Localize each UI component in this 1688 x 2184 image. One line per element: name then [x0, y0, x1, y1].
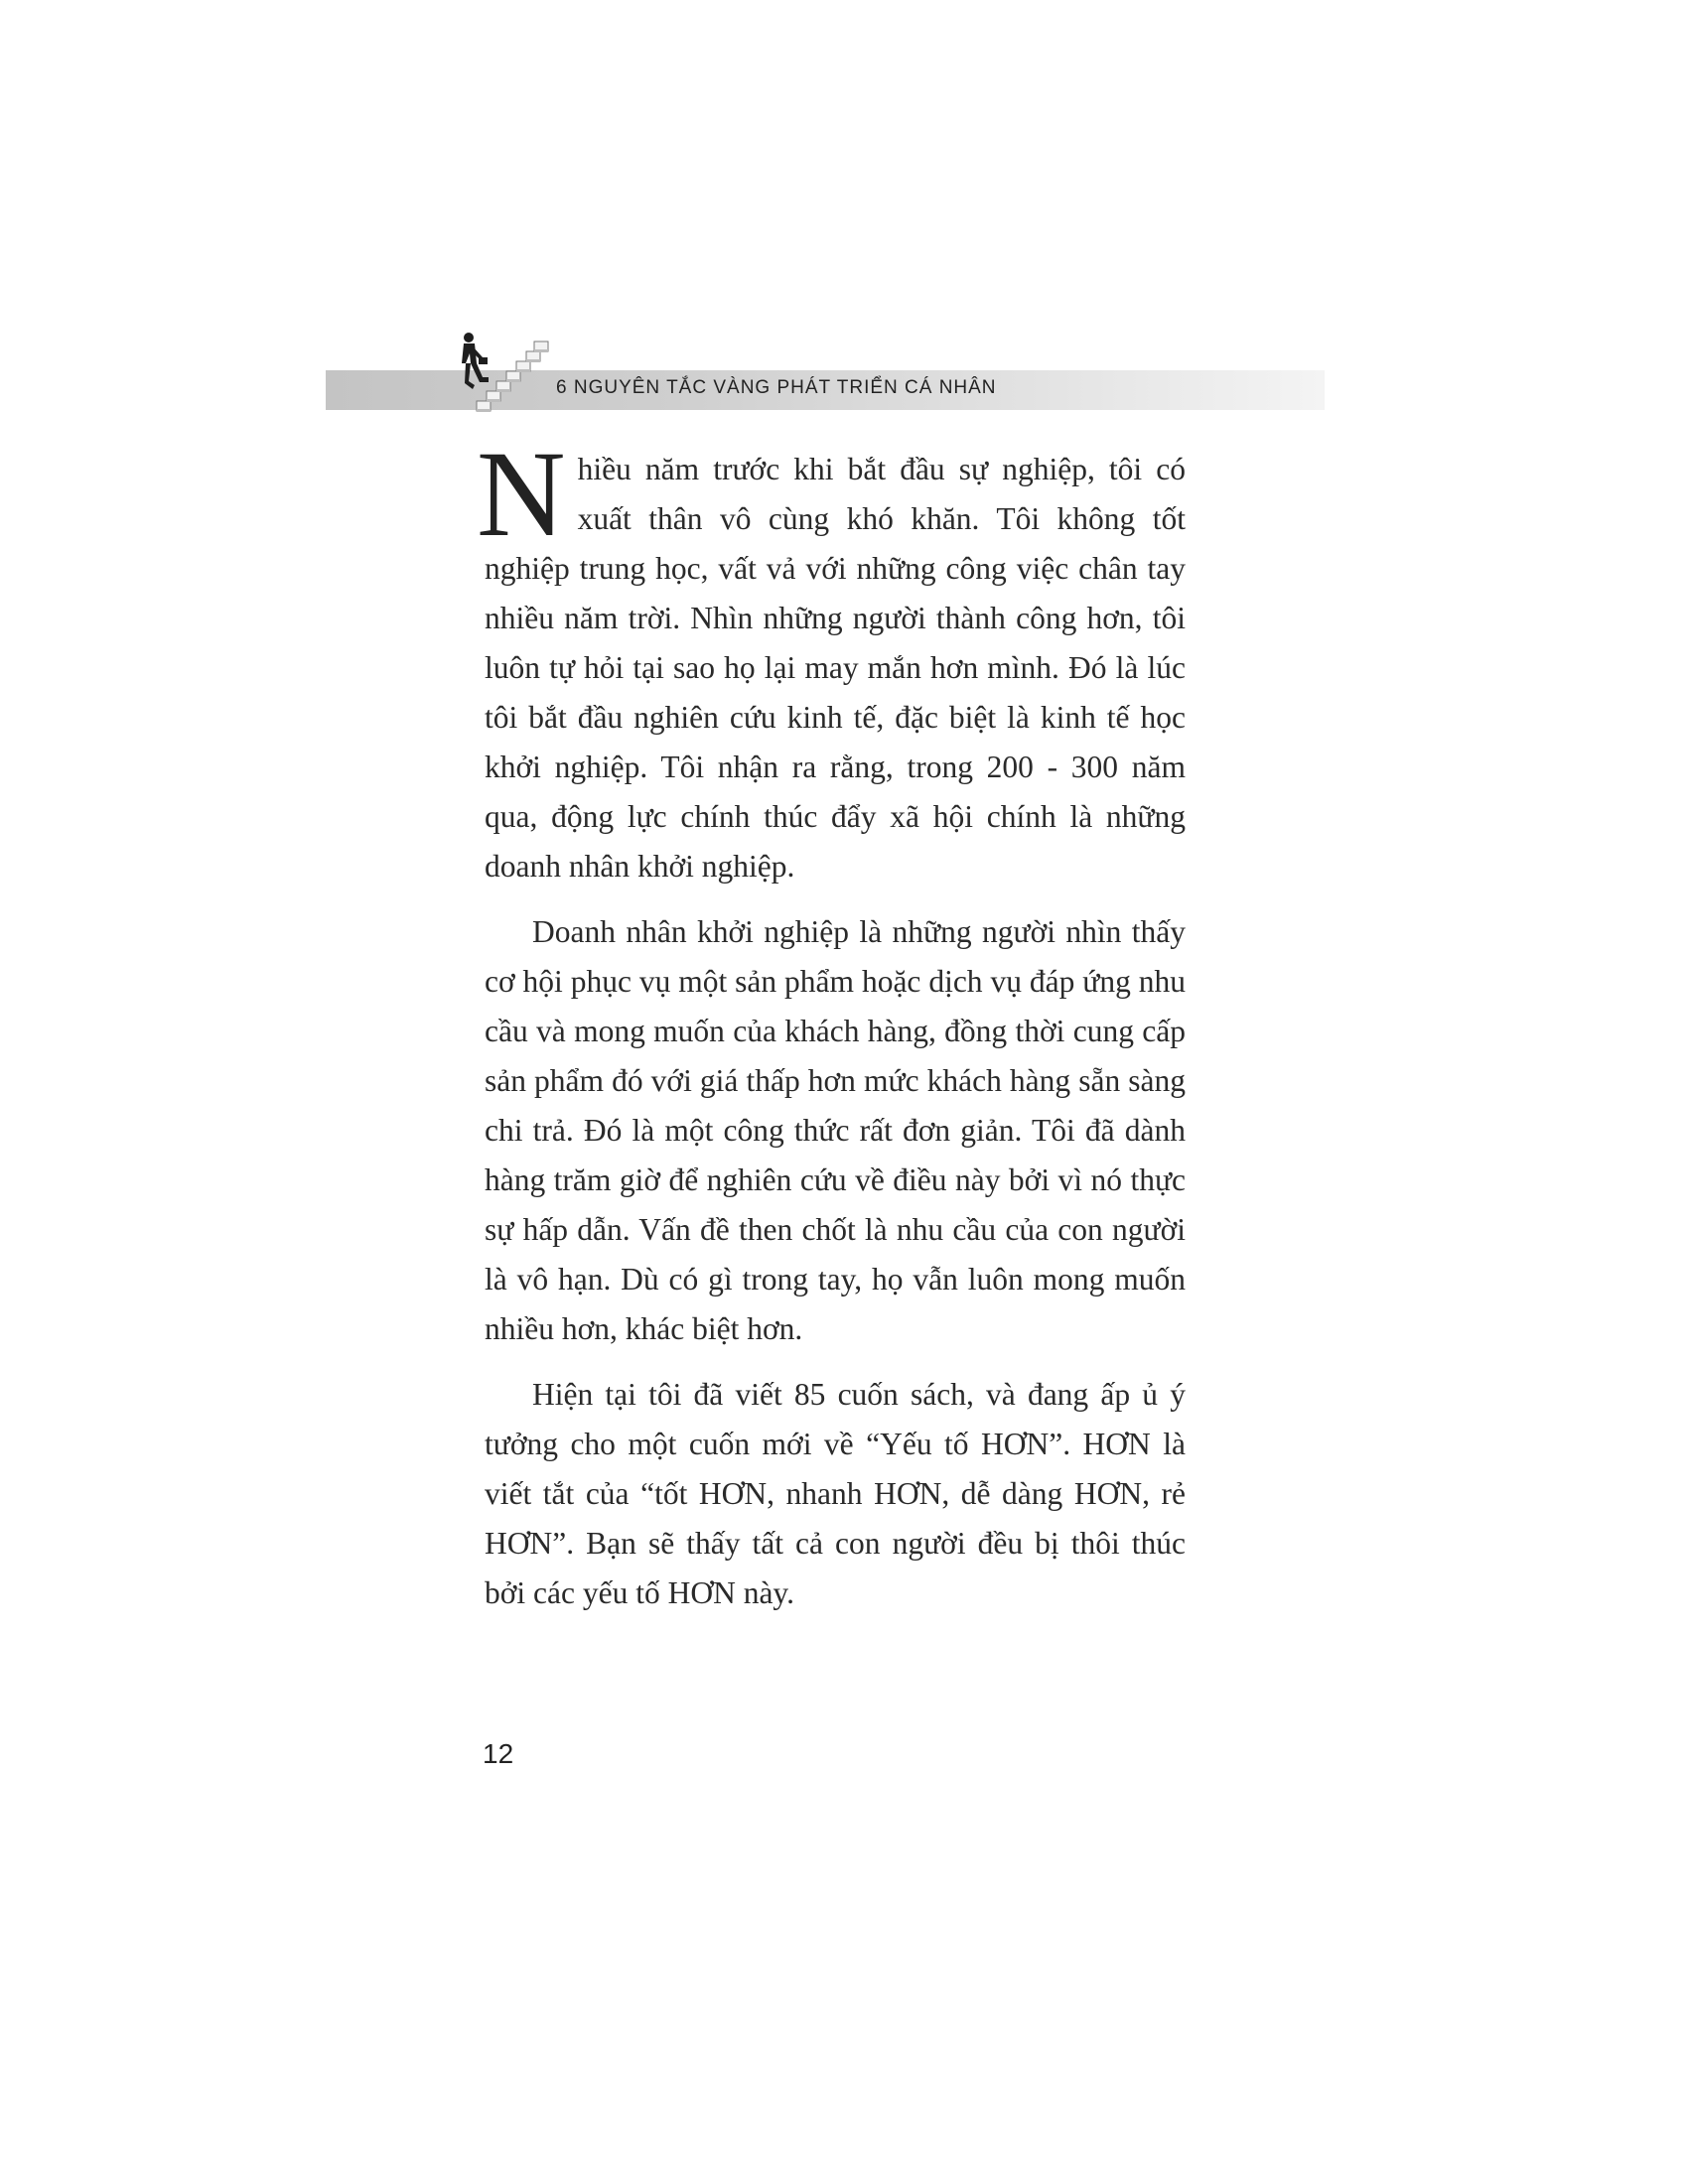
drop-cap: N — [477, 426, 566, 562]
running-header-title: 6 NGUYÊN TẮC VÀNG PHÁT TRIỂN CÁ NHÂN — [556, 377, 997, 398]
body-text — [477, 426, 1186, 1634]
man-climbing-stairs-icon — [457, 330, 551, 415]
page-number: 12 — [483, 1738, 514, 1769]
paragraph-3: Hiện tại tôi đã viết 85 cuốn sách, và đang ấp ủ ý tưởng cho một cuốn mới về “Yếu tố HƠN”. HƠN là viết tắt của “tốt HƠN, nhanh HƠN, dễ dàng HƠN, rẻ HƠN”. Bạn sẽ thấy tất cả con người đều bị thôi thúc bởi các yếu tố HƠN này. — [485, 1377, 1186, 1610]
paragraph-2: Doanh nhân khởi nghiệp là những người nhìn thấy cơ hội phục vụ một sản phẩm hoặc dịch vụ đáp ứng nhu cầu và mong muốn của khách hàng, đồng thời cung cấp sản phẩm đó với giá thấp hơn mức khách hàng sẵn sàng chi trả. Đó là một công thức rất đơn giản. Tôi đã dành hàng trăm giờ để nghiên cứu về điều này bởi vì nó thực sự hấp dẫn. Vấn đề then chốt là nhu cầu của con người là vô hạn. Dù có gì trong tay, họ vẫn luôn mong muốn nhiều hơn, khác biệt hơn. — [485, 914, 1186, 1346]
paragraph-1 — [477, 426, 1186, 891]
paragraph-1-text: hiều năm trước khi bắt đầu sự nghiệp, tôi có xuất thân vô cùng khó khăn. Tôi không tốt nghiệp trung học, vất vả với những công việc chân tay nhiều năm trời. Nhìn những người thành công hơn, tôi luôn tự hỏi tại sao họ lại may mắn hơn mình. Đó là lúc tôi bắt đầu nghiên cứu kinh tế, đặc biệt là kinh tế học khởi nghiệp. Tôi nhận ra rằng, trong 200 - 300 năm qua, động lực chính thúc đẩy xã hội chính là những doanh nhân khởi nghiệp. — [485, 452, 1186, 884]
